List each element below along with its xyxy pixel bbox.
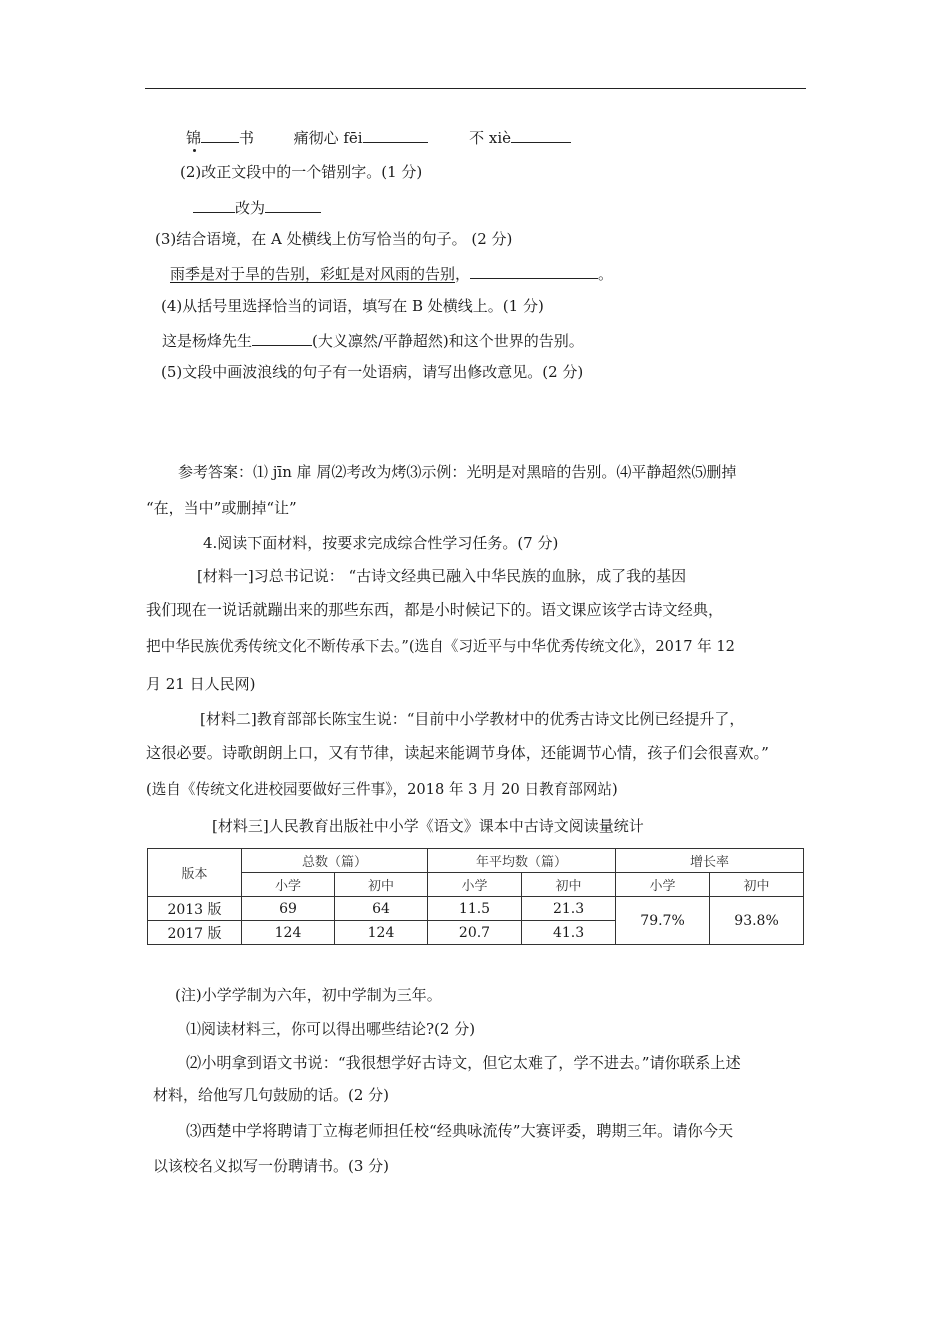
material3-title: [材料三]人民教育出版社中小学《语文》课本中古诗文阅读量统计 bbox=[212, 817, 644, 835]
header-version: 版本 bbox=[148, 849, 242, 897]
cell-total-primary: 69 bbox=[242, 897, 335, 921]
header-total: 总数（篇） bbox=[242, 849, 428, 873]
subquestion-2-line-1: ⑵小明拿到语文书说：“我很想学好古诗文，但它太难了，学不进去。”请你联系上述 bbox=[186, 1054, 741, 1072]
reading-stats-table bbox=[147, 848, 804, 945]
q3-separator: ， bbox=[455, 265, 471, 283]
subquestion-1: ⑴阅读材料三，你可以得出哪些结论?(2 分) bbox=[186, 1020, 476, 1038]
q4-blank[interactable] bbox=[252, 329, 312, 346]
subquestion-3-line-1: ⑶西楚中学将聘请丁立梅老师担任校“经典咏流传”大赛评委，聘期三年。请你今天 bbox=[186, 1122, 734, 1140]
q4-prompt: (4)从括号里选择恰当的词语，填写在 B 处横线上。(1 分) bbox=[161, 297, 544, 315]
q3-sentence-line bbox=[170, 262, 613, 284]
cell-total-junior: 64 bbox=[335, 897, 428, 921]
header-average: 年平均数（篇） bbox=[428, 849, 616, 873]
cell-avg-junior: 41.3 bbox=[522, 921, 616, 945]
material1-line-4: 月 21 日人民网) bbox=[146, 675, 256, 693]
cell-version: 2013 版 bbox=[148, 897, 242, 921]
cell-avg-primary: 11.5 bbox=[428, 897, 522, 921]
material1-line-2: 我们现在一说话就蹦出来的那些东西，都是小时候记下的。语文课应该学古诗文经典， bbox=[146, 601, 724, 619]
material1-line-1: [材料一]习总书记说： “古诗文经典已融入中华民族的血脉，成了我的基因 bbox=[197, 567, 687, 585]
q2-prompt: (2)改正文段中的一个错别字。(1 分) bbox=[180, 163, 423, 181]
q4-sentence-line bbox=[162, 329, 584, 351]
q5-prompt: (5)文段中画波浪线的句子有一处语病，请写出修改意见。(2 分) bbox=[161, 363, 584, 381]
cell-growth-junior: 93.8% bbox=[710, 897, 804, 945]
subheader-junior: 初中 bbox=[335, 873, 428, 897]
task4-title: 4.阅读下面材料，按要求完成综合性学习任务。(7 分) bbox=[203, 534, 559, 552]
q1-blank-3[interactable] bbox=[511, 126, 571, 143]
q1-blank-1[interactable] bbox=[201, 126, 239, 143]
subheader-primary: 小学 bbox=[616, 873, 710, 897]
material2-line-1: [材料二]教育部部长陈宝生说：“目前中小学教材中的优秀古诗文比例已经提升了， bbox=[200, 710, 745, 728]
subheader-junior: 初中 bbox=[522, 873, 616, 897]
q3-prompt: (3)结合语境，在 A 处横线上仿写恰当的句子。 (2 分) bbox=[155, 230, 513, 248]
q1-word2: 痛彻心 fēi bbox=[293, 129, 363, 147]
subheader-junior: 初中 bbox=[710, 873, 804, 897]
header-rule bbox=[145, 88, 806, 89]
q3-end: 。 bbox=[598, 265, 614, 283]
material2-line-2: 这很必要。诗歌朗朗上口，又有节律，读起来能调节身体，还能调节心情，孩子们会很喜欢。” bbox=[146, 744, 769, 762]
q2-blank-correct[interactable] bbox=[265, 196, 321, 213]
table-header-row bbox=[148, 849, 804, 873]
material2-line-3: (选自《传统文化进校园要做好三件事》，2018 年 3 月 20 日教育部网站) bbox=[146, 781, 618, 798]
q1-blank-2[interactable] bbox=[363, 126, 428, 143]
header-growth: 增长率 bbox=[616, 849, 804, 873]
table-subheader-row bbox=[148, 873, 804, 897]
q1-blanks-line bbox=[186, 126, 571, 148]
cell-growth-primary: 79.7% bbox=[616, 897, 710, 945]
subquestion-3-line-2: 以该校名义拟写一份聘请书。(3 分) bbox=[153, 1157, 390, 1175]
q2-change-word: 改为 bbox=[235, 199, 266, 217]
cell-avg-junior: 21.3 bbox=[522, 897, 616, 921]
cell-total-junior: 124 bbox=[335, 921, 428, 945]
table-row bbox=[148, 897, 804, 921]
material1-line-3: 把中华民族优秀传统文化不断传承下去。”(选自《习近平与中华优秀传统文化》，2017 年 12 bbox=[146, 638, 735, 655]
subheader-primary: 小学 bbox=[242, 873, 335, 897]
subquestion-2-line-2: 材料，给他写几句鼓励的话。(2 分) bbox=[153, 1086, 390, 1104]
q2-answer-line bbox=[193, 196, 321, 218]
answer-line-1: 参考答案：⑴ jīn 扉 屑⑵考改为烤⑶示例：光明是对黑暗的告别。⑷平静超然⑸删掉 bbox=[178, 463, 737, 481]
answer-line-2: “在，当中”或删掉“让” bbox=[146, 499, 297, 517]
q1-word3: 不 xiè bbox=[469, 129, 512, 147]
q2-blank-wrong[interactable] bbox=[193, 196, 235, 213]
cell-version: 2017 版 bbox=[148, 921, 242, 945]
q4-pre: 这是杨烽先生 bbox=[162, 332, 253, 350]
q1-word1-post: 书 bbox=[239, 129, 255, 147]
q3-sentence: 雨季是对于旱的告别，彩虹是对风雨的告别 bbox=[170, 265, 456, 283]
q3-blank[interactable] bbox=[470, 262, 598, 279]
table-note: (注)小学学制为六年，初中学制为三年。 bbox=[175, 986, 442, 1004]
subheader-primary: 小学 bbox=[428, 873, 522, 897]
q1-word1-pre: 锦 bbox=[186, 129, 202, 147]
q4-post: (大义凛然/平静超然)和这个世界的告别。 bbox=[312, 332, 584, 350]
cell-total-primary: 124 bbox=[242, 921, 335, 945]
cell-avg-primary: 20.7 bbox=[428, 921, 522, 945]
